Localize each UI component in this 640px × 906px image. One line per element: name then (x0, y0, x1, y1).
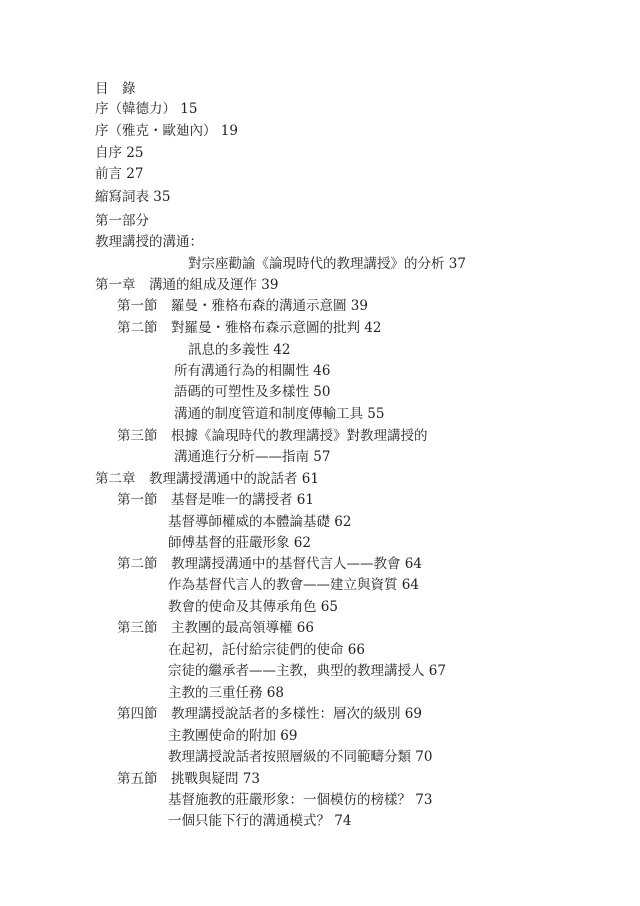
part1-title-line1: 教理講授的溝通： (95, 234, 203, 250)
ch1-s2-item-1: 訊息的多義性 42 (188, 342, 291, 358)
ch2-section-1: 第一節 基督是唯一的講授者 61 (117, 492, 314, 508)
toc-entry-abbreviations: 縮寫詞表 35 (95, 189, 171, 205)
chapter-2-title: 第二章 教理講授溝通中的說話者 61 (95, 471, 319, 487)
ch1-s2-item-3: 語碼的可塑性及多樣性 50 (174, 384, 331, 400)
ch2-s2-item-1: 作為基督代言人的教會——建立與資質 64 (168, 577, 419, 593)
ch2-s1-item-2: 師傅基督的莊嚴形象 62 (168, 535, 311, 551)
ch2-s3-item-1: 在起初，託付給宗徒們的使命 66 (168, 642, 365, 658)
ch2-s4-item-2: 教理講授說話者按照層級的不同範疇分類 70 (168, 749, 433, 765)
ch2-section-5: 第五節 挑戰與疑問 73 (117, 771, 260, 787)
ch2-s3-item-3: 主教的三重任務 68 (168, 685, 284, 701)
ch2-s1-item-1: 基督導師權威的本體論基礎 62 (168, 514, 352, 530)
ch1-s2-item-4: 溝通的制度管道和制度傳輸工具 55 (174, 406, 385, 422)
chapter-1-title: 第一章 溝通的組成及運作 39 (95, 277, 279, 293)
toc-entry-foreword: 前言 27 (95, 166, 144, 182)
part1-title-line2: 對宗座勸諭《論現時代的教理講授》的分析 37 (188, 256, 466, 272)
toc-entry-preface-2: 序（雅克・歐廸內） 19 (95, 123, 238, 139)
toc-entry-preface-1: 序（韓德力） 15 (95, 101, 198, 117)
ch1-s2-item-2: 所有溝通行為的相關性 46 (174, 363, 331, 379)
ch2-s5-item-1: 基督施教的莊嚴形象：一個模仿的榜樣？ 73 (168, 792, 433, 808)
ch1-section-1: 第一節 羅曼・雅格布森的溝通示意圖 39 (117, 298, 368, 314)
ch1-section-3-line1: 第三節 根據《論現時代的教理講授》對教理講授的 (117, 428, 428, 444)
ch1-section-3-line2: 溝通進行分析——指南 57 (174, 449, 331, 465)
toc-title: 目 錄 (95, 81, 136, 97)
ch2-section-3: 第三節 主教團的最高領導權 66 (117, 620, 314, 636)
ch2-s2-item-2: 教會的使命及其傳承角色 65 (168, 599, 338, 615)
ch1-section-2: 第二節 對羅曼・雅格布森示意圖的批判 42 (117, 320, 382, 336)
ch2-s3-item-2: 宗徒的繼承者——主教，典型的教理講授人 67 (168, 663, 446, 679)
ch2-s5-item-2: 一個只能下行的溝通模式？ 74 (168, 813, 352, 829)
toc-entry-author-preface: 自序 25 (95, 145, 144, 161)
ch2-s4-item-1: 主教團使命的附加 69 (168, 728, 298, 744)
ch2-section-2: 第二節 教理講授溝通中的基督代言人——教會 64 (117, 556, 422, 572)
ch2-section-4: 第四節 教理講授說話者的多樣性：層次的級別 69 (117, 706, 422, 722)
part1-heading: 第一部分 (95, 213, 149, 229)
